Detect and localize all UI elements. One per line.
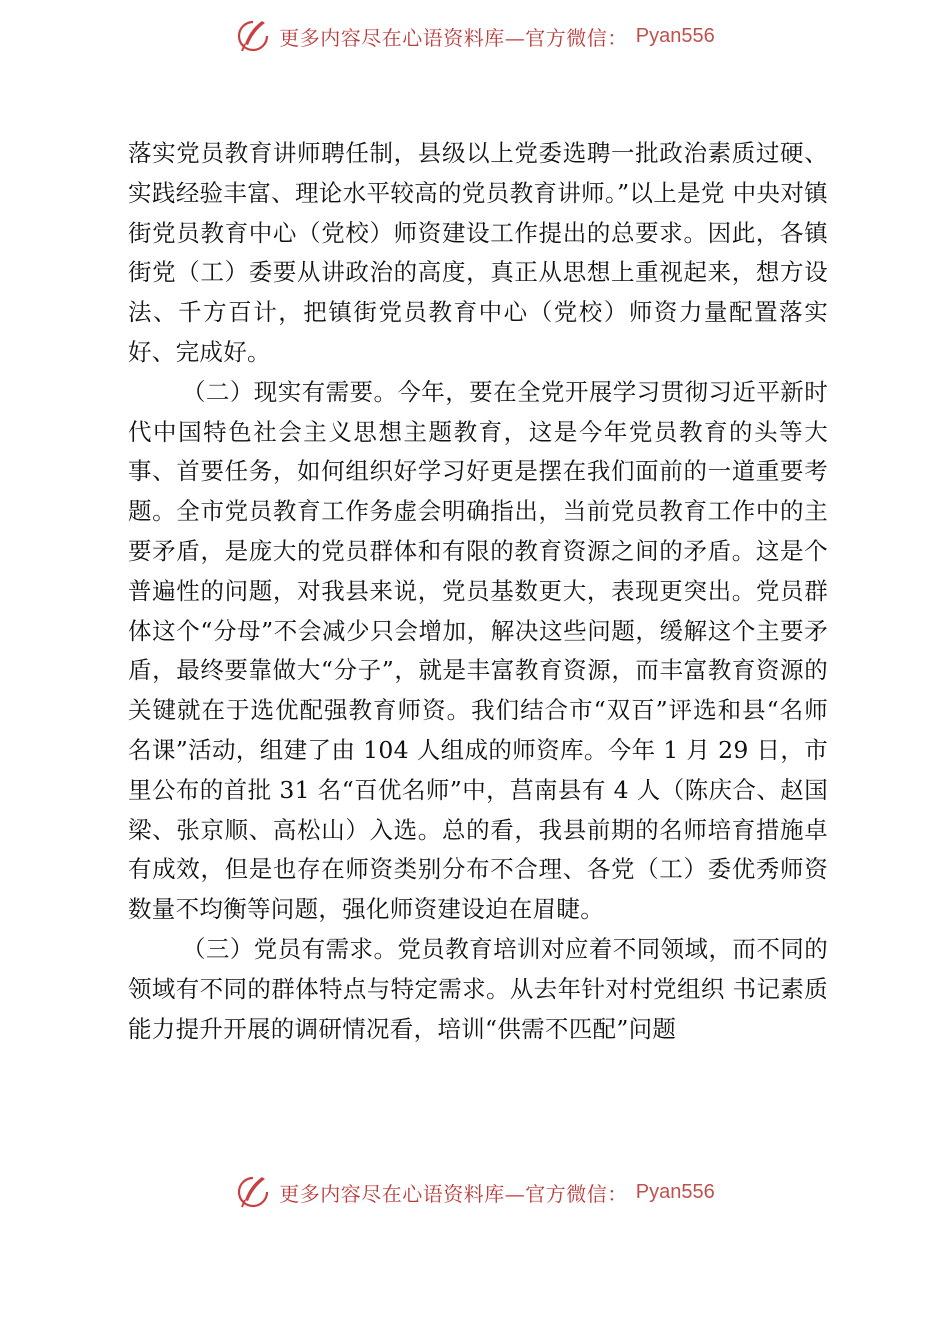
- quill-logo-icon: [235, 1174, 271, 1210]
- watermark-account: Pyan556: [635, 24, 715, 47]
- paragraph-1: 落实党员教育讲师聘任制，县级以上党委选聘一批政治素质过硬、实践经验丰富、理论水平较高的党员教育讲师。”以上是党 中央对镇街党员教育中心（党校）师资建设工作提出的总要求。因此，各镇街党（工）委要从讲政治的高度，真正从思想上重视起来，想方设法、千方百计，把镇街党员教育中心（党校）师资力量配置落实好、完成好。: [128, 139, 828, 366]
- watermark-account: Pyan556: [635, 1180, 715, 1203]
- document-body: [128, 134, 828, 1049]
- watermark-text: 更多内容尽在心语资料库—官方微信：: [279, 1181, 628, 1206]
- paragraph-3: （三）党员有需求。党员教育培训对应着不同领域，而不同的领域有不同的群体特点与特定需求。从去年针对村党组织 书记素质能力提升开展的调研情况看，培训“供需不匹配”问题: [128, 934, 828, 1043]
- quill-logo-icon: [235, 18, 271, 54]
- watermark-text: 更多内容尽在心语资料库—官方微信：: [279, 25, 628, 50]
- footer-watermark: [0, 1170, 950, 1214]
- header-watermark: [0, 14, 950, 58]
- paragraph-2: （二）现实有需要。今年，要在全党开展学习贯彻习近平新时代中国特色社会主义思想主题教育，这是今年党员教育的头等大事、首要任务，如何组织好学习好更是摆在我们面前的一道重要考题。全市党员教育工作务虚会明确指出，当前党员教育工作中的主要矛盾，是庞大的党员群体和有限的教育资源之间的矛盾。这是个普遍性的问题，对我县来说，党员基数更大，表现更突出。党员群体这个“分母”不会减少只会增加，解决这些问题，缓解这个主要矛盾，最终要靠做大“分子”，就是丰富教育资源，而丰富教育资源的关键就在于选优配强教育师资。我们结合市“双百”评选和县“名师名课”活动，组建了由 104 人组成的师资库。今年 1 月 29 日，市里公布的首批 31 名“百优名师”中，莒南县有 4 人（陈庆合、赵国梁、张京顺、高松山）入选。总的看，我县前期的名师培育措施卓有成效，但是也存在师资类别分布不合理、各党（工）委优秀师资数量不均衡等问题，强化师资建设迫在眉睫。: [128, 377, 828, 924]
